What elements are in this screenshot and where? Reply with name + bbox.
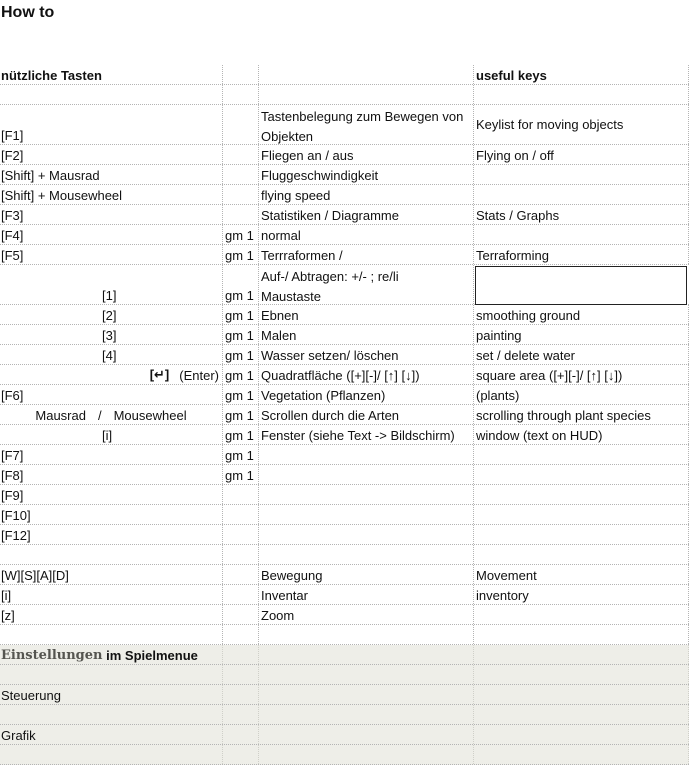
table-row: [F8] gm 1	[0, 465, 689, 485]
table-row: [i] gm 1 Fenster (siehe Text -> Bildschirm) window (text on HUD)	[0, 425, 689, 445]
table-row	[0, 545, 689, 565]
key-z: [z]	[0, 605, 223, 624]
key-1: [1]	[0, 265, 223, 304]
key-mousewheel: Mausrad / Mousewheel	[0, 405, 223, 424]
key-f3: [F3]	[0, 205, 223, 224]
key-f6: [F6]	[0, 385, 223, 404]
table-row: [z] Zoom	[0, 605, 689, 625]
table-row: [↵] (Enter) gm 1 Quadratfläche ([+][-]/ [↑] [↓]) square area ([+][-]/ [↑] [↓])	[0, 365, 689, 385]
table-row: [F7] gm 1	[0, 445, 689, 465]
key-table	[0, 65, 689, 765]
settings-grafik: Grafik	[0, 725, 223, 744]
table-header-row	[0, 65, 689, 85]
table-row	[0, 505, 689, 525]
table-row: [W][S][A][D] Bewegung Movement	[0, 565, 689, 585]
table-row: [F6] gm 1 Vegetation (Pflanzen) (plants)	[0, 385, 689, 405]
table-row	[0, 725, 689, 745]
table-row: [1] gm 1 Auf-/ Abtragen: +/- ; re/li Maustaste	[0, 265, 689, 305]
enter-key-icon: [↵]	[149, 367, 170, 382]
table-row	[0, 625, 689, 645]
table-row	[0, 745, 689, 765]
table-row: [F3] Statistiken / Diagramme Stats / Graphs	[0, 205, 689, 225]
desc-moving-de: Tastenbelegung zum Bewegen von Objekten	[259, 105, 474, 144]
key-shift-mausrad: [Shift] + Mausrad	[0, 165, 223, 184]
settings-title: Einstellungen im Spielmenue	[0, 645, 223, 664]
table-row	[0, 485, 689, 505]
settings-header-row	[0, 645, 689, 665]
key-4: [4]	[0, 345, 223, 364]
table-row: [F2] Fliegen an / aus Flying on / off	[0, 145, 689, 165]
table-row: [Shift] + Mousewheel flying speed	[0, 185, 689, 205]
key-f1: [F1]	[0, 105, 223, 144]
table-row	[0, 705, 689, 725]
key-f7: [F7]	[0, 445, 223, 464]
header-en: useful keys	[474, 65, 689, 84]
key-f5: [F5]	[0, 245, 223, 264]
page-title: How to	[1, 4, 55, 21]
key-f12: [F12]	[0, 525, 223, 544]
table-row: [3] gm 1 Malen painting	[0, 325, 689, 345]
table-row	[0, 105, 689, 145]
key-3: [3]	[0, 325, 223, 344]
key-f2: [F2]	[0, 145, 223, 164]
header-de: nützliche Tasten	[0, 65, 223, 84]
table-row	[0, 85, 689, 105]
table-row	[0, 525, 689, 545]
key-wsad: [W][S][A][D]	[0, 565, 223, 584]
table-row: Mausrad / Mousewheel gm 1 Scrollen durch die Arten scrolling through plant species	[0, 405, 689, 425]
table-row: [Shift] + Mausrad Fluggeschwindigkeit	[0, 165, 689, 185]
key-f4: [F4]	[0, 225, 223, 244]
table-row: [F5] gm 1 Terrraformen / Terraforming	[0, 245, 689, 265]
selected-cell[interactable]	[475, 266, 687, 305]
key-shift-mousewheel: [Shift] + Mousewheel	[0, 185, 223, 204]
key-i-window: [i]	[0, 425, 223, 444]
key-enter: [↵] (Enter)	[0, 365, 223, 384]
table-row: [4] gm 1 Wasser setzen/ löschen set / delete water	[0, 345, 689, 365]
table-row	[0, 665, 689, 685]
settings-steuerung: Steuerung	[0, 685, 223, 704]
table-row: [F4] gm 1 normal	[0, 225, 689, 245]
key-2: [2]	[0, 305, 223, 324]
key-f10: [F10]	[0, 505, 223, 524]
key-f9: [F9]	[0, 485, 223, 504]
desc-moving-en: Keylist for moving objects	[474, 105, 689, 144]
table-row	[0, 685, 689, 705]
table-row: [i] Inventar inventory	[0, 585, 689, 605]
key-i: [i]	[0, 585, 223, 604]
key-f8: [F8]	[0, 465, 223, 484]
table-row: [2] gm 1 Ebnen smoothing ground	[0, 305, 689, 325]
